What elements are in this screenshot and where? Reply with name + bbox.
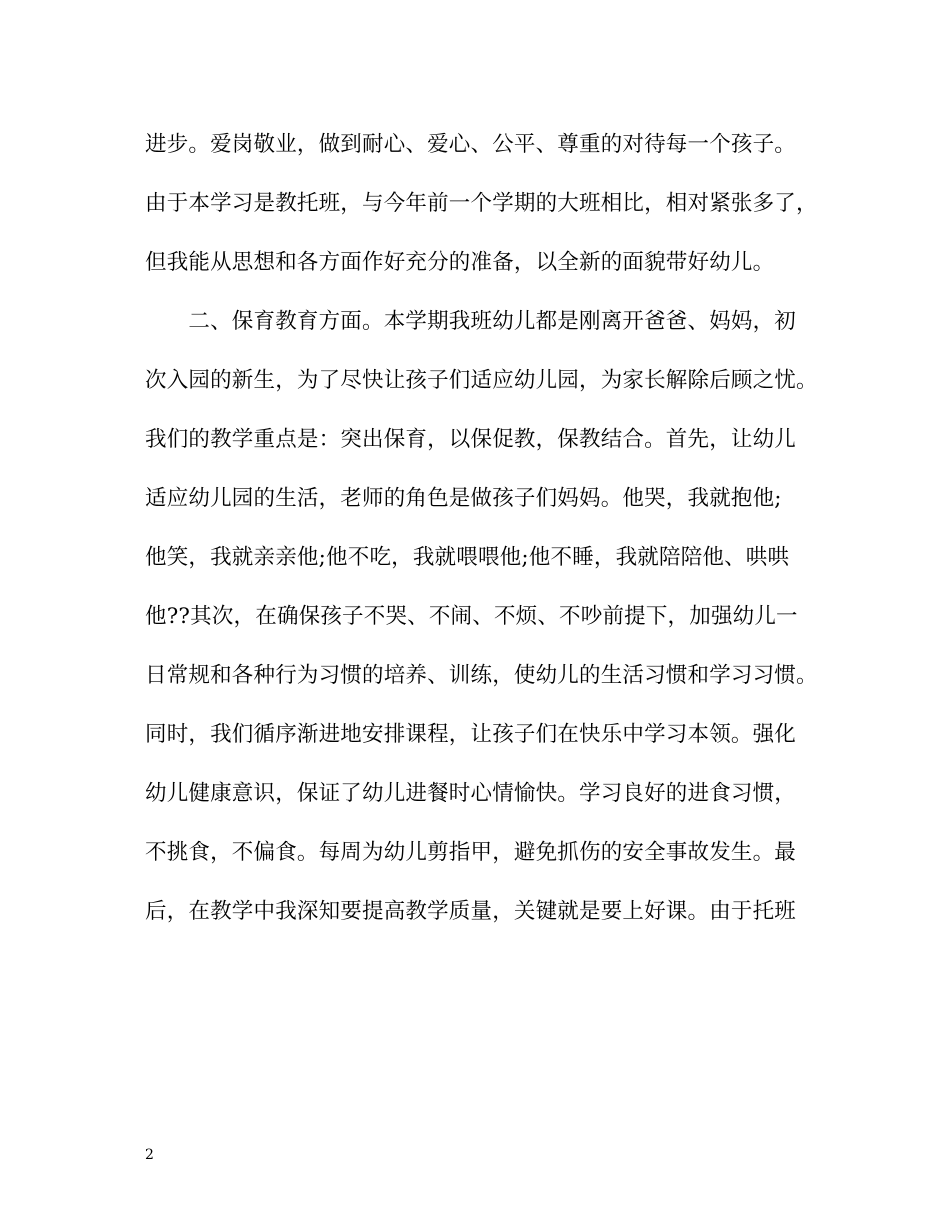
text-line: 他笑，我就亲亲他;他不吃，我就喂喂他;他不睡，我就陪陪他、哄哄 — [145, 545, 790, 570]
text-line: 适应幼儿园的生活，老师的角色是做孩子们妈妈。他哭，我就抱他; — [145, 486, 782, 511]
body-text — [145, 127, 825, 953]
text-line: 但我能从思想和各方面作好充分的准备，以全新的面貌带好幼儿。 — [145, 250, 775, 275]
text-line: 由于本学习是教托班，与今年前一个学期的大班相比，相对紧张多了， — [145, 191, 818, 216]
text-line: 不挑食，不偏食。每周为幼儿剪指甲，避免抓伤的安全事故发生。最 — [145, 840, 797, 865]
text-line: 同时，我们循序渐进地安排课程，让孩子们在快乐中学习本领。强化 — [145, 722, 797, 747]
paragraph-start-line: 二、保育教育方面。本学期我班幼儿都是刚离开爸爸、妈妈，初 — [145, 309, 797, 334]
page-number: 2 — [145, 1147, 154, 1163]
text-line: 日常规和各种行为习惯的培养、训练，使幼儿的生活习惯和学习习惯。 — [145, 663, 818, 688]
text-line: 幼儿健康意识，保证了幼儿进餐时心情愉快。学习良好的进食习惯， — [145, 781, 797, 806]
text-line: 后，在教学中我深知要提高教学质量，关键就是要上好课。由于托班 — [145, 899, 797, 924]
text-line: 他??其次，在确保孩子不哭、不闹、不烦、不吵前提下，加强幼儿一 — [145, 604, 798, 629]
text-line: 次入园的新生，为了尽快让孩子们适应幼儿园，为家长解除后顾之忧。 — [145, 368, 818, 393]
text-line: 我们的教学重点是：突出保育，以保促教，保教结合。首先，让幼儿 — [145, 427, 797, 452]
text-line: 进步。爱岗敬业，做到耐心、爱心、公平、尊重的对待每一个孩子。 — [145, 132, 797, 157]
